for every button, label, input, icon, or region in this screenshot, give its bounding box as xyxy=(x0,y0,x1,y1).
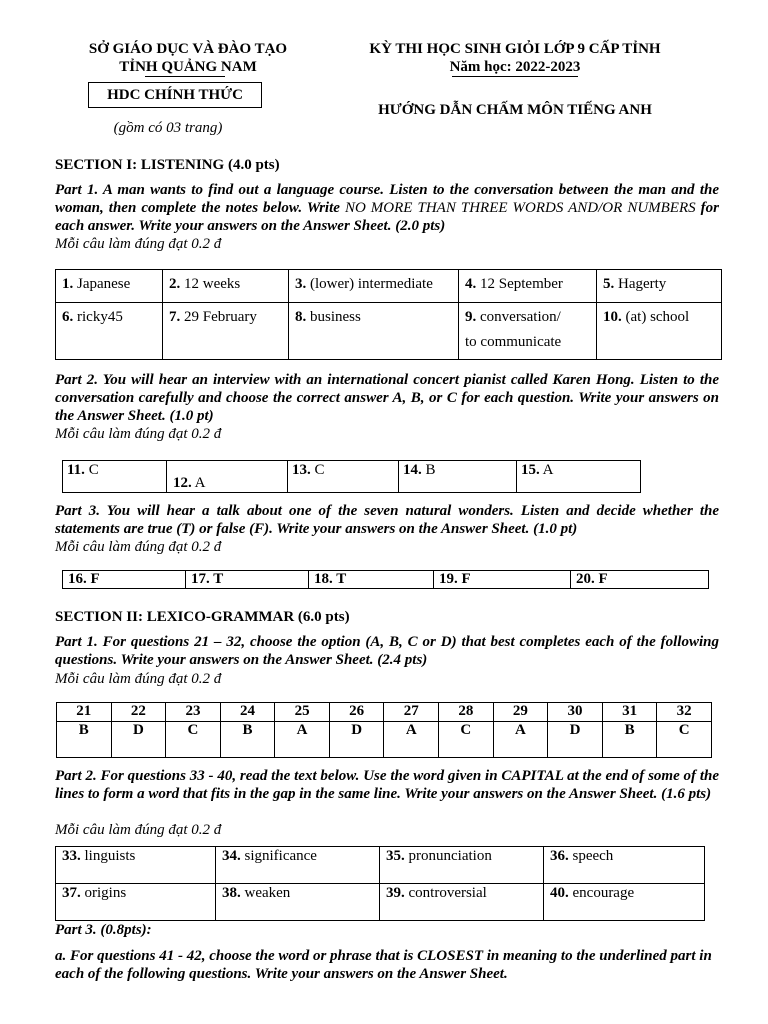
answer-cell: 3. (lower) intermediate xyxy=(295,276,433,292)
answer-cell: 39. controversial xyxy=(386,885,487,901)
section1-part3-instruction: Part 3. You will hear a talk about one of the seven natural wonders. Listen and decide whether the statements are true (T) or false (F). Write your answers on the Answer Sheet. (1.0 pt) xyxy=(55,503,719,537)
mc-question-number: 29 xyxy=(493,703,548,722)
section1-title: SECTION I: LISTENING (4.0 pts) xyxy=(55,157,280,173)
mc-question-number: 26 xyxy=(329,703,384,722)
answer-cell: 8. business xyxy=(295,309,361,325)
section2-part1-scoring: Mỗi câu làm đúng đạt 0.2 đ xyxy=(55,671,222,687)
answer-cell: 37. origins xyxy=(62,885,127,901)
mc-answer: D xyxy=(548,722,603,758)
answer-cell: 34. significance xyxy=(222,848,317,864)
answer-cell: 14. B xyxy=(403,462,436,478)
answer-cell: 20. F xyxy=(576,571,608,587)
section2-part3-sub-a: a. For questions 41 - 42, choose the word or phrase that is CLOSEST in meaning to the underlined part in each of the following questions. Write your answers on the Answer Sheet. xyxy=(55,948,712,982)
answer-cell: 13. C xyxy=(292,462,325,478)
answer-cell: 12. A xyxy=(173,475,206,491)
answer-cell: 11. C xyxy=(67,462,99,478)
answer-cell: 1. Japanese xyxy=(62,276,131,292)
answer-cell: 40. encourage xyxy=(550,885,635,901)
mc-question-number: 24 xyxy=(220,703,275,722)
part2-answer-table xyxy=(62,460,641,493)
mc-question-number: 22 xyxy=(111,703,166,722)
mc-question-number: 25 xyxy=(275,703,330,722)
answer-cell: 9. conversation/ to communicate xyxy=(465,309,562,350)
section2-title: SECTION II: LEXICO-GRAMMAR (6.0 pts) xyxy=(55,609,350,625)
answer-cell: 16. F xyxy=(68,571,100,587)
page-count-note: (gồm có 03 trang) xyxy=(113,120,223,136)
official-box: HDC CHÍNH THỨC xyxy=(88,82,262,108)
answer-cell: 33. linguists xyxy=(62,848,136,864)
section1-part1-instruction: Part 1. A man wants to find out a language course. Listen to the conversation between the man and the woman, then complete the notes below. Write NO MORE THAN THREE WORDS AND/OR NUMBERS for each answer. Write your answers on the Answer Sheet. (2.0 pts) xyxy=(55,182,720,234)
mc-question-number: 23 xyxy=(166,703,221,722)
exam-title: KỲ THI HỌC SINH GIỎI LỚP 9 CẤP TỈNH xyxy=(369,41,661,57)
mc-answer: C xyxy=(166,722,221,758)
mc-question-number: 28 xyxy=(439,703,494,722)
section1-part2-instruction: Part 2. You will hear an interview with an international concert pianist called Karen Hong. Listen to the conversation carefully and choose the correct answer A, B, or C for each question. Write your answers on the Answer Sheet. (1.0 pt) xyxy=(55,372,719,424)
mc-answer: B xyxy=(220,722,275,758)
answer-cell: 19. F xyxy=(439,571,471,587)
province-name: TỈNH QUẢNG NAM xyxy=(119,59,257,75)
school-year: Năm học: 2022-2023 xyxy=(449,59,581,75)
year-underline xyxy=(452,76,578,77)
mc-question-number: 21 xyxy=(57,703,112,722)
answer-cell: 10. (at) school xyxy=(603,309,690,325)
mc-answer: B xyxy=(602,722,657,758)
mc-answer: D xyxy=(329,722,384,758)
mc-answer: A xyxy=(275,722,330,758)
mc-question-number: 32 xyxy=(657,703,712,722)
answer-cell: 4. 12 September xyxy=(465,276,563,292)
answer-cell: 5. Hagerty xyxy=(603,276,667,292)
answer-cell: 36. speech xyxy=(550,848,614,864)
mc-answer: B xyxy=(57,722,112,758)
word-form-table xyxy=(55,846,705,921)
mc-answer: D xyxy=(111,722,166,758)
mc-answer: A xyxy=(384,722,439,758)
mc-answer: C xyxy=(657,722,712,758)
mc-answer-table xyxy=(56,702,712,758)
mc-question-number: 27 xyxy=(384,703,439,722)
answer-cell: 18. T xyxy=(314,571,347,587)
part1-answer-table xyxy=(55,269,722,360)
answer-cell: 38. weaken xyxy=(222,885,291,901)
answer-cell: 35. pronunciation xyxy=(386,848,492,864)
mc-answer: C xyxy=(439,722,494,758)
mc-answer: A xyxy=(493,722,548,758)
answer-cell: 2. 12 weeks xyxy=(169,276,241,292)
section1-part1-scoring: Mỗi câu làm đúng đạt 0.2 đ xyxy=(55,236,222,252)
answer-cell: 7. 29 February xyxy=(169,309,257,325)
section1-part2-scoring: Mỗi câu làm đúng đạt 0.2 đ xyxy=(55,426,222,442)
section1-part3-scoring: Mỗi câu làm đúng đạt 0.2 đ xyxy=(55,539,222,555)
section2-part2-instruction: Part 2. For questions 33 - 40, read the text below. Use the word given in CAPITAL at the end of some of the lines to form a word that fits in the gap in the same line. Write your answers on the Answer Sheet. (1.6 pts) xyxy=(55,768,719,802)
section2-part3-title: Part 3. (0.8pts): xyxy=(55,922,152,938)
section2-part2-scoring: Mỗi câu làm đúng đạt 0.2 đ xyxy=(55,822,222,838)
answer-cell: 15. A xyxy=(521,462,554,478)
answer-cell: 17. T xyxy=(191,571,224,587)
mc-question-number: 30 xyxy=(548,703,603,722)
guide-title: HƯỚNG DẪN CHẤM MÔN TIẾNG ANH xyxy=(378,102,652,118)
header-underline xyxy=(145,76,225,77)
part3-answer-table xyxy=(62,570,709,589)
answer-cell: 6. ricky45 xyxy=(62,309,123,325)
section2-part1-instruction: Part 1. For questions 21 – 32, choose the option (A, B, C or D) that best completes each of the following questions. Write your answers on the Answer Sheet. (2.4 pts) xyxy=(55,634,719,668)
dept-name: SỞ GIÁO DỤC VÀ ĐÀO TẠO xyxy=(88,41,288,57)
mc-question-number: 31 xyxy=(602,703,657,722)
